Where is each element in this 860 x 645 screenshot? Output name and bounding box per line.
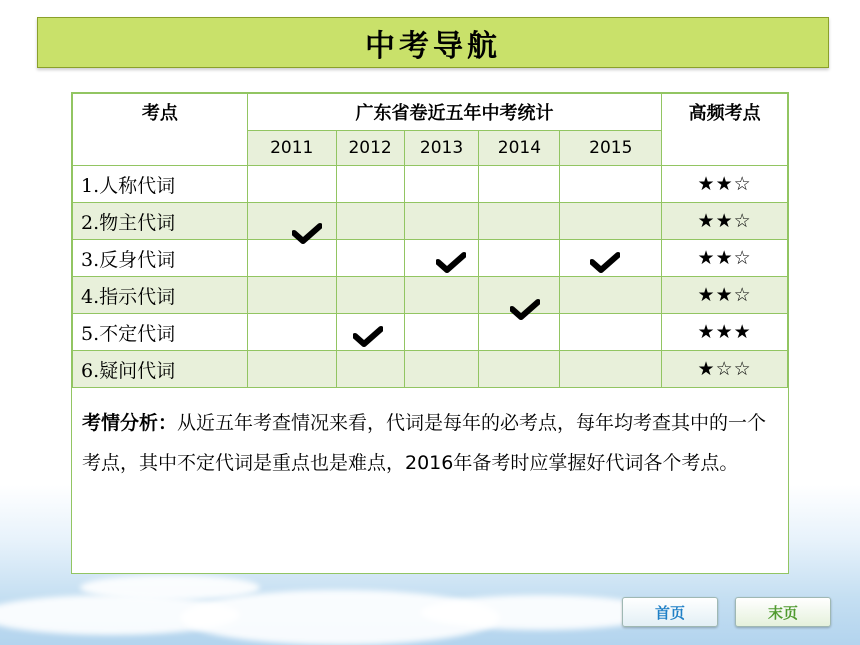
topic-cell: 5.不定代词 (73, 314, 248, 351)
star-rating: ★★☆ (662, 203, 788, 240)
topic-cell: 1.人称代词 (73, 166, 248, 203)
checkmark-icon (510, 298, 540, 320)
title-banner (37, 17, 829, 68)
year-2012: 2012 (336, 131, 404, 166)
last-page-button[interactable]: 末页 (735, 597, 831, 627)
analysis-body: 从近五年考查情况来看，代词是每年的必考点，每年均考查其中的一个考点，其中不定代词是重点也是难点，2016年备考时应掌握好代词各个考点。 (82, 412, 767, 474)
star-rating: ★★☆ (662, 240, 788, 277)
analysis-label: 考情分析： (82, 412, 178, 434)
topic-cell: 3.反身代词 (73, 240, 248, 277)
header-stats: 广东省卷近五年中考统计 (247, 94, 661, 131)
year-2014: 2014 (479, 131, 560, 166)
header-topic: 考点 (73, 94, 248, 166)
table-row (73, 203, 788, 240)
year-2013: 2013 (404, 131, 479, 166)
topic-cell: 4.指示代词 (73, 277, 248, 314)
star-rating: ★★★ (662, 314, 788, 351)
content-panel (71, 92, 789, 574)
star-rating: ★★☆ (662, 277, 788, 314)
table-row (73, 277, 788, 314)
header-frequency: 高频考点 (662, 94, 788, 166)
checkmark-icon (353, 325, 383, 347)
table-row (73, 166, 788, 203)
topic-cell: 2.物主代词 (73, 203, 248, 240)
year-2015: 2015 (560, 131, 662, 166)
topic-cell: 6.疑问代词 (73, 351, 248, 388)
star-rating: ★☆☆ (662, 351, 788, 388)
first-page-button[interactable]: 首页 (622, 597, 718, 627)
table-row (73, 240, 788, 277)
table-row (73, 314, 788, 351)
checkmark-icon (590, 251, 620, 273)
checkmark-icon (292, 222, 322, 244)
stats-table (72, 93, 788, 388)
analysis-text (82, 403, 782, 483)
star-rating: ★★☆ (662, 166, 788, 203)
page-title: 中考导航 (365, 28, 501, 64)
table-row (73, 351, 788, 388)
checkmark-icon (436, 251, 466, 273)
year-2011: 2011 (247, 131, 336, 166)
